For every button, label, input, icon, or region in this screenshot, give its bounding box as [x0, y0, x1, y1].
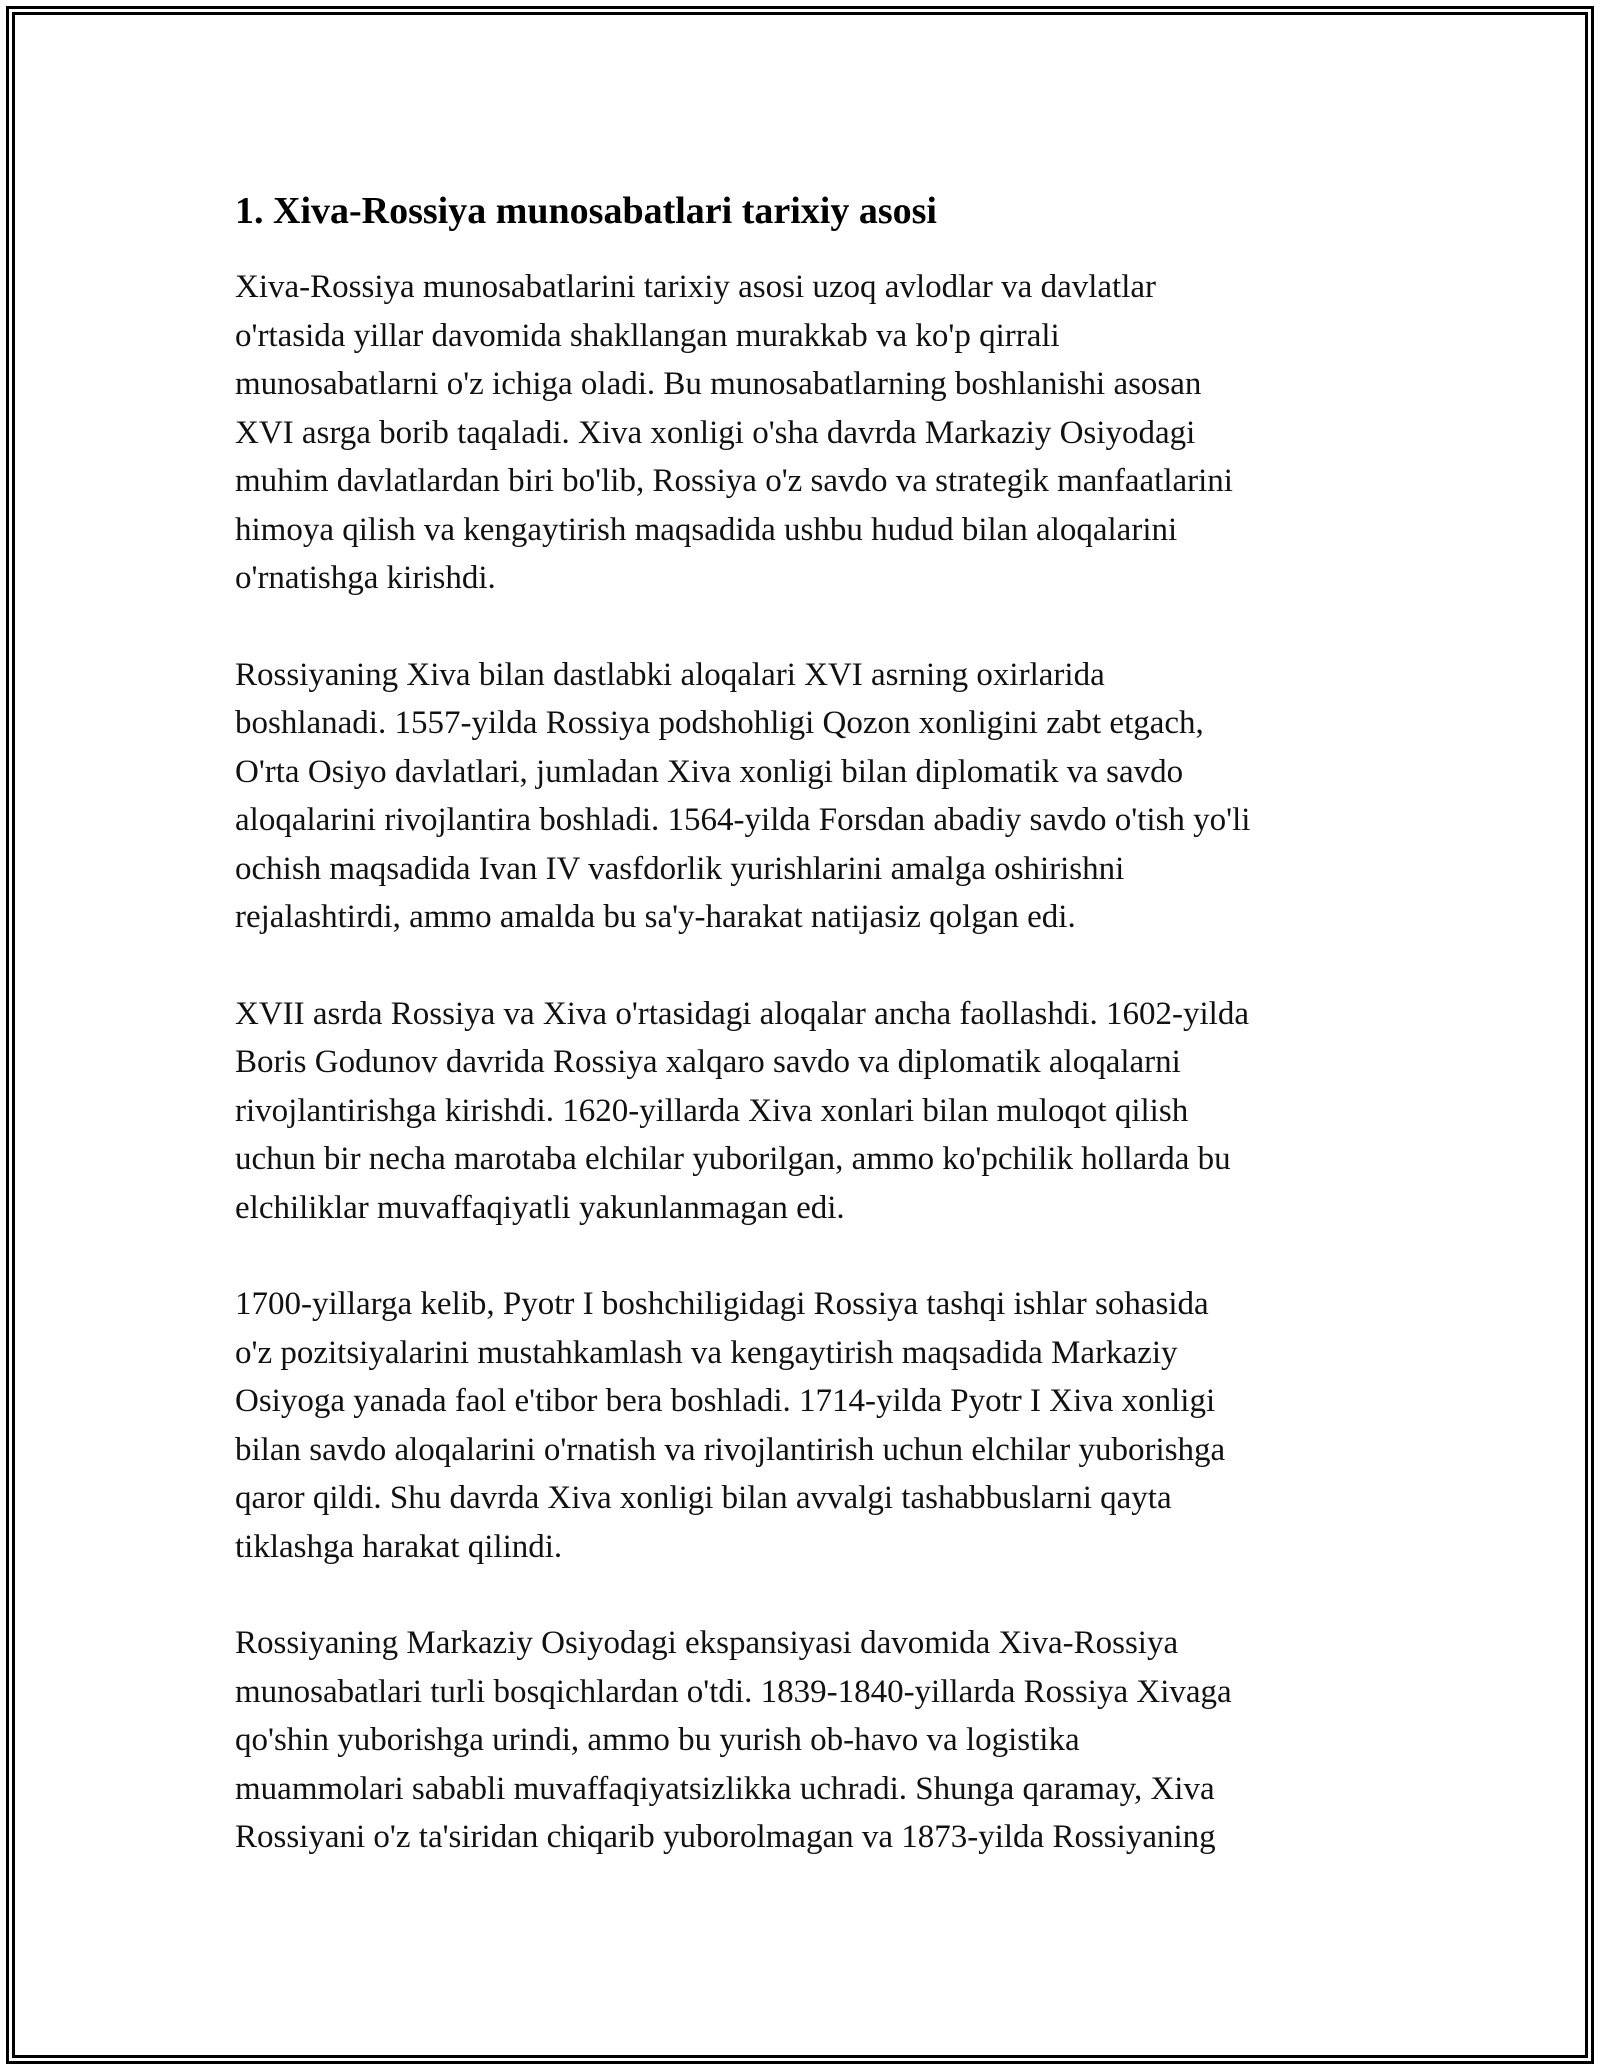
paragraph-1: Xiva-Rossiya munosabatlarini tarixiy asosi uzoq avlodlar va davlatlar o'rtasida yillar davomida shakllangan murakkab va ko'p qirrali munosabatlarni o'z ichiga oladi. Bu munosabatlarning boshlanishi asosan XVI asrga borib taqaladi. Xiva xonligi o'sha davrda Markaziy Osiyodagi muhim davlatlardan biri bo'lib, Rossiya o'z savdo va strategik manfaatlarini himoya qilish va kengaytirish maqsadida ushbu hudud bilan aloqalarini o'rnatishga kirishdi.: [235, 269, 1233, 596]
section-heading: 1. Xiva-Rossiya munosabatlari tarixiy asosi: [235, 190, 937, 232]
document-body: [235, 185, 1375, 1910]
paragraph-5: Rossiyaning Markaziy Osiyodagi ekspansiyasi davomida Xiva-Rossiya munosabatlari turli bosqichlardan o'tdi. 1839-1840-yillarda Rossiya Xivaga qo'shin yuborishga urindi, ammo bu yurish ob-havo va logistika muammolari sababli muvaffaqiyatsizlikka uchradi. Shunga qaramay, Xiva Rossiyani o'z ta'siridan chiqarib yuborolmagan va 1873-yilda Rossiyaning: [235, 1625, 1232, 1855]
paragraph-3: XVII asrda Rossiya va Xiva o'rtasidagi aloqalar ancha faollashdi. 1602-yilda Boris Godunov davrida Rossiya xalqaro savdo va diplomatik aloqalarni rivojlantirishga kirishdi. 1620-yillarda Xiva xonlari bilan muloqot qilish uchun bir necha marotaba elchilar yuborilgan, ammo ko'pchilik hollarda bu elchiliklar muvaffaqiyatli yakunlanmagan edi.: [235, 995, 1249, 1226]
paragraph-2: Rossiyaning Xiva bilan dastlabki aloqalari XVI asrning oxirlarida boshlanadi. 1557-yilda Rossiya podshohligi Qozon xonligini zabt etgach, O'rta Osiyo davlatlari, jumladan Xiva xonligi bilan diplomatik va savdo aloqalarini rivojlantira boshladi. 1564-yilda Forsdan abadiy savdo o'tish yo'li ochish maqsadida Ivan IV vasfdorlik yurishlarini amalga oshirishni rejalashtirdi, ammo amalda bu sa'y-harakat natijasiz qolgan edi.: [235, 656, 1251, 935]
paragraph-4: 1700-yillarga kelib, Pyotr I boshchiligidagi Rossiya tashqi ishlar sohasida o'z pozitsiyalarini mustahkamlash va kengaytirish maqsadida Markaziy Osiyoga yanada faol e'tibor bera boshladi. 1714-yilda Pyotr I Xiva xonligi bilan savdo aloqalarini o'rnatish va rivojlantirish uchun elchilar yuborishga qaror qildi. Shu davrda Xiva xonligi bilan avvalgi tashabbuslarni qayta tiklashga harakat qilindi.: [235, 1286, 1226, 1565]
